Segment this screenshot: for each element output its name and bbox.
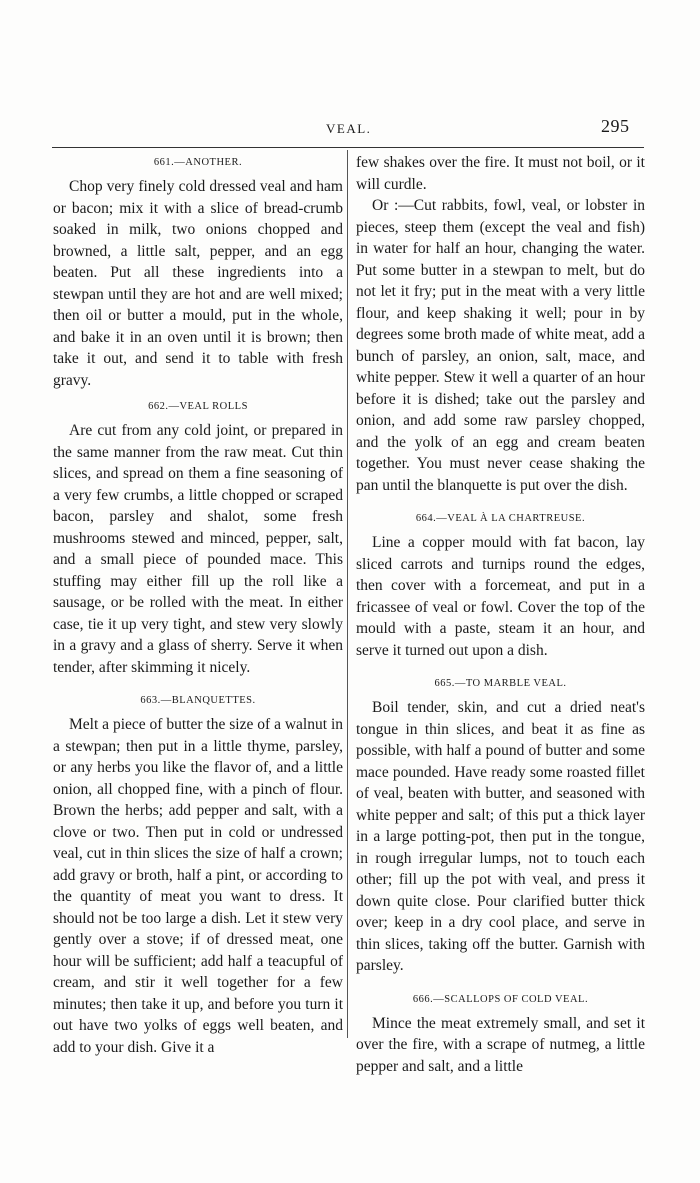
header-rule [52, 147, 644, 148]
column-divider [347, 150, 348, 1038]
recipe-text-664: Line a copper mould with fat bacon, lay sliced carrots and turnips round the edges, then cover with a forcemeat, and put in a fricassee of veal or fowl. Cover the top of the mould with a paste, steam it an hour, and serve it turned out upon a dish. [356, 534, 645, 659]
right-column [356, 152, 645, 1077]
recipe-heading-664: 664.—VEAL À LA CHARTREUSE. [415, 513, 586, 524]
recipe-text-663-continued: few shakes over the fire. It must not boil, or it will curdle. [356, 154, 645, 193]
recipe-text-665: Boil tender, skin, and cut a dried neat's tongue in thin slices, and beat it as fine as possible, with half a pound of butter and some mace pounded. Have ready some roasted fillet of veal, beaten with butter, and seasoned with white pepper and salt; of this put a thick layer in a large potting-pot, then put in the tongue, in rough irregular lumps, not to touch each other; fill up the pot with veal, and press it down quite close. Pour clarified butter thick over; keep in a dry cool place, and serve in thin slices, taking off the butter. Garnish with parsley. [356, 699, 645, 974]
recipe-heading-666: 666.—SCALLOPS OF COLD VEAL. [412, 993, 589, 1005]
recipe-text-666: Mince the meat extremely small, and set it over the fire, with a scrape of nutmeg, a little pepper and salt, and a little [356, 1014, 645, 1075]
recipe-text-661: Chop very finely cold dressed veal and ham or bacon; mix it with a slice of bread-crumb soaked in milk, two onions chopped and browned, a little salt, pepper, and an egg beaten. Put all these ingredients into a stewpan until they are hot and are well mixed; then oil or butter a mould, put in the whole, and bake it in an oven until it is brown; then take it out, and send it to table with fresh gravy. [53, 178, 343, 389]
page-number: 295 [601, 116, 630, 136]
recipe-text-663-alternative: Or :—Cut rabbits, fowl, veal, or lobster in pieces, steep them (except the veal and fish) in water for half an hour, changing the water. Put some butter in a stewpan to melt, but do not let it fry; put in the meat with a very little flour, and keep shaking it well; pour in by degrees some broth made of white meat, add a bunch of parsley, an onion, salt, mace, and white pepper. Stew it well a quarter of an hour before it is dished; take out the parsley and onion, and add some raw parsley chopped, and the yolk of an egg and cream beaten together. You must never cease shaking the pan until the blanquette is put over the dish. [356, 197, 645, 494]
recipe-heading-665: 665.—TO MARBLE VEAL. [434, 678, 567, 689]
recipe-heading-661: 661.—ANOTHER. [153, 157, 243, 168]
recipe-text-662: Are cut from any cold joint, or prepared in the same manner from the raw meat. Cut thin slices, and spread on them a fine seasoning of a very few crumbs, a little chopped or scraped bacon, parsley and shalot, some fresh mushrooms stewed and minced, pepper, salt, and a small piece of pounded mace. This stuffing may either fill up the roll like a sausage, or be rolled with the meat. In either case, tie it up very tight, and stew very slowly in a gravy and a glass of sherry. Serve it when tender, after skimming it nicely. [53, 422, 343, 676]
left-column [53, 152, 343, 1058]
recipe-text-663: Melt a piece of butter the size of a walnut in a stewpan; then put in a little thyme, parsley, or any herbs you like the flavor of, and a little onion, all chopped fine, with a pinch of flour. Brown the herbs; add pepper and salt, with a clove or two. Then put in cold or undressed veal, cut in thin slices the size of half a crown; add gravy or broth, half a pint, or according to the quantity of meat you want to dress. It should not be too large a dish. Let it stew very gently over a stove; if of dressed meat, one hour will be sufficient; add half a teacupful of cream, and stir it well together for a few minutes; then take it up, and before you turn it out have two yolks of eggs well beaten, and add to your dish. Give it a [53, 716, 343, 1056]
recipe-heading-662: 662.—VEAL ROLLS [148, 401, 248, 412]
running-title: VEAL. [326, 121, 372, 136]
recipe-heading-663: 663.—BLANQUETTES. [140, 695, 256, 706]
